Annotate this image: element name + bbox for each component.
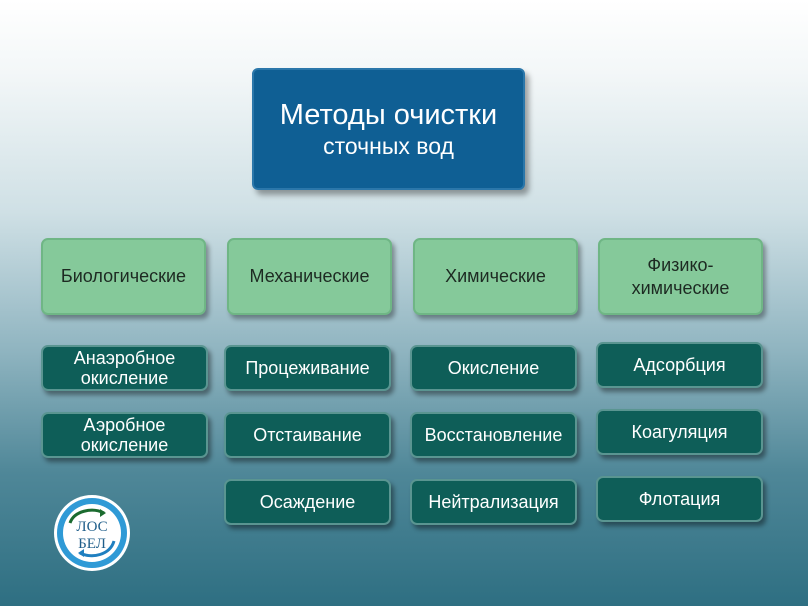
method-label: Восстановление <box>424 425 563 445</box>
method-label: Процеживание <box>245 358 370 378</box>
category-label: Химические <box>445 266 546 286</box>
method-item <box>41 412 208 458</box>
method-label: Коагуляция <box>631 422 728 442</box>
category-mechanical <box>227 238 392 315</box>
method-label: Окисление <box>447 358 540 378</box>
method-item <box>224 412 391 458</box>
los-bel-logo <box>52 493 132 573</box>
logo-text-top: ЛОС <box>76 519 108 535</box>
method-item <box>224 345 391 391</box>
method-item <box>410 479 577 525</box>
method-label: Осаждение <box>259 492 356 512</box>
category-label: Биологические <box>60 266 187 286</box>
method-label: Анаэробное окисление <box>73 348 176 388</box>
title-line-2: сточных вод <box>323 132 454 159</box>
method-item <box>410 412 577 458</box>
category-label: Физико-химические <box>631 254 730 298</box>
method-item <box>410 345 577 391</box>
method-label: Адсорбция <box>633 355 726 375</box>
method-item <box>596 409 763 455</box>
category-chemical <box>413 238 578 315</box>
method-item <box>224 479 391 525</box>
category-label: Механические <box>249 266 370 286</box>
method-item <box>596 476 763 522</box>
category-physico-chemical <box>598 238 763 315</box>
method-item <box>41 345 208 391</box>
method-label: Флотация <box>638 489 721 509</box>
title-line-1: Методы очистки <box>279 98 498 131</box>
method-item <box>596 342 763 388</box>
method-label: Аэробное окисление <box>80 415 169 455</box>
method-label: Нейтрализация <box>428 492 559 512</box>
logo-text-bottom: БЕЛ <box>78 536 106 552</box>
category-biological <box>41 238 206 315</box>
method-label: Отстаивание <box>253 425 362 445</box>
diagram-title-box <box>252 68 525 190</box>
